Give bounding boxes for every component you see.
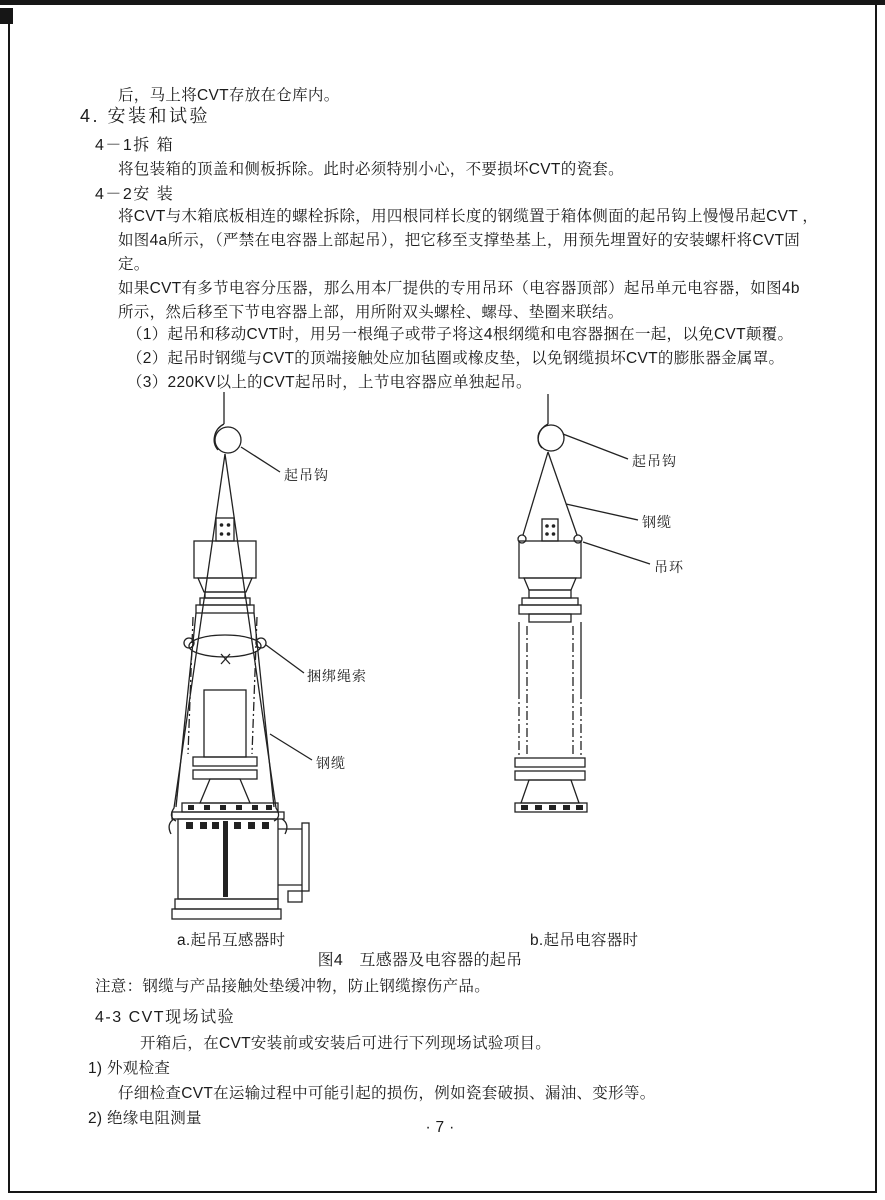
section-4-2-heading: 4－2安 装 — [95, 186, 175, 203]
paragraph-continuation: 后，马上将CVT存放在仓库内。 — [118, 87, 340, 104]
leader-hook-a — [241, 447, 280, 472]
note-item-2: （2）起吊时钢缆与CVT的顶端接触处应加毡圈或橡皮垫，以免钢缆损坏CVT的膨胀器金属罩。 — [127, 350, 785, 367]
scan-edge-left — [8, 12, 10, 1193]
page-number: · 7 · — [425, 1119, 455, 1136]
lifting-hook-icon-b — [538, 425, 564, 451]
leader-cable-a — [270, 734, 312, 760]
section-4-3-intro: 开箱后，在CVT安装前或安装后可进行下列现场试验项目。 — [140, 1035, 552, 1052]
figure-note: 注意：钢缆与产品接触处垫缓冲物，防止钢缆擦伤产品。 — [95, 978, 491, 995]
side-flange-a — [302, 823, 309, 891]
section-4-heading: 4. 安装和试验 — [80, 106, 211, 126]
test-item-2-title: 2) 绝缘电阻测量 — [88, 1110, 202, 1127]
leader-ring-b — [583, 542, 650, 564]
rope-knot-a — [221, 654, 230, 664]
leader-cable-b — [566, 504, 638, 520]
label-cable-b: 钢缆 — [642, 514, 672, 530]
section-4-2-paragraph2-line1: 如果CVT有多节电容分压器，那么用本厂提供的专用吊环（电容器顶部）起吊单元电容器，如图4b — [118, 280, 800, 297]
leader-hook-b — [563, 434, 628, 459]
section-4-2-paragraph1-line2: 如图4a所示，（严禁在电容器上部起吊），把它移至支撑垫基上，用预先埋置好的安装螺杆将CVT固 — [118, 232, 801, 249]
top-cap-b — [519, 541, 581, 578]
test-item-1-title: 1) 外观检查 — [88, 1060, 171, 1077]
figure-4-drawing — [100, 388, 760, 933]
section-4-3-heading: 4-3 CVT现场试验 — [95, 1009, 236, 1026]
label-hook-a: 起吊钩 — [284, 467, 329, 483]
diagram-b — [515, 394, 684, 812]
steel-cable-right-b — [548, 452, 577, 535]
steel-cable-left-b — [523, 452, 548, 535]
figure-title: 图4 互感器及电容器的起吊 — [317, 952, 523, 969]
section-4-2-paragraph1-line1: 将CVT与木箱底板相连的螺栓拆除，用四根同样长度的钢缆置于箱体侧面的起吊钩上慢慢吊起CVT ， — [118, 208, 819, 225]
top-cap-a — [194, 541, 256, 578]
binding-rope-a — [189, 635, 261, 657]
tank-divider-a — [223, 821, 228, 897]
figure-caption-a: a.起吊互感器时 — [177, 932, 286, 949]
tank-top-plate-a — [172, 812, 284, 819]
note-item-1: （1）起吊和移动CVT时，用另一根绳子或带子将这4根纲缆和电容器捆在一起，以免CVT颠覆。 — [127, 326, 794, 343]
section-4-1-body: 将包装箱的顶盖和侧板拆除。此时必须特别小心，不要损坏CVT的瓷套。 — [118, 161, 624, 178]
section-4-1-heading: 4－1拆 箱 — [95, 137, 175, 154]
section-4-2-paragraph1-line3: 定。 — [118, 256, 150, 273]
test-item-1-body: 仔细检查CVT在运输过程中可能引起的损伤，例如瓷套破损、漏油、变形等。 — [118, 1085, 656, 1102]
section-4-2-paragraph2-line2: 所示，然后移至下节电容器上部，用所附双头螺栓、螺母、垫圈来联结。 — [118, 304, 624, 321]
label-hook-b: 起吊钩 — [632, 453, 677, 469]
note-item-3: （3）220KV以上的CVT起吊时，上节电容器应单独起吊。 — [127, 374, 532, 391]
scan-edge-bottom — [8, 1191, 877, 1193]
leader-rope-a — [266, 645, 304, 673]
label-ring-b: 吊环 — [654, 559, 684, 575]
lifting-hook-icon-a — [215, 427, 241, 453]
label-rope-a: 捆绑绳索 — [307, 668, 367, 684]
scan-edge-right — [875, 5, 877, 1193]
scan-edge-corner-blob — [0, 8, 13, 24]
label-cable-a: 钢缆 — [316, 755, 346, 771]
terminal-box-a — [216, 518, 234, 541]
diagram-a — [169, 392, 367, 919]
terminal-box-b — [542, 519, 558, 541]
scan-edge-top — [0, 0, 885, 5]
figure-caption-b: b.起吊电容器时 — [530, 932, 639, 949]
